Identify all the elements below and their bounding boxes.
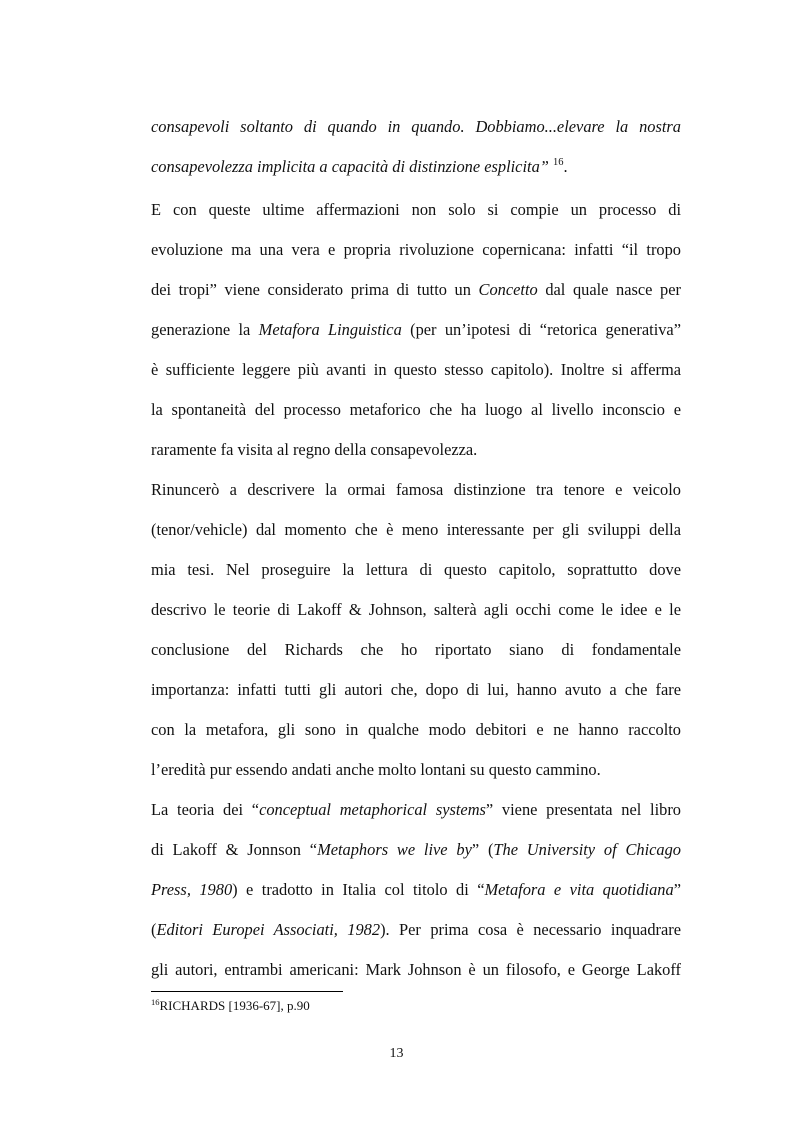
- page-number: 13: [389, 1046, 404, 1061]
- text-line: [151, 750, 681, 790]
- text-run: la spontaneità del processo metaforico che ha luogo al livello inconscio e: [151, 400, 681, 419]
- footnote-number: 16: [151, 997, 160, 1007]
- footnote-text: RICHARDS [1936-67], p.90: [159, 998, 310, 1013]
- text-run: ” (: [471, 840, 494, 859]
- text-run: (: [151, 920, 157, 939]
- text-line: [151, 710, 681, 750]
- text-line: [151, 390, 681, 430]
- text-run: Rinuncerò a descrivere la ormai famosa distinzione tra tenore e veicolo: [151, 480, 681, 499]
- italic-text: Concetto: [478, 280, 538, 299]
- italic-text: Metaphors we live by: [317, 840, 472, 859]
- text-line: [151, 870, 681, 910]
- footnote: [151, 997, 310, 1016]
- text-line: [151, 790, 681, 830]
- text-line: [151, 190, 681, 230]
- text-run: l’eredità pur essendo andati anche molto lontani su questo cammino.: [151, 760, 601, 779]
- text-run: E con queste ultime affermazioni non solo si compie un processo di: [151, 200, 681, 219]
- text-line: [151, 470, 681, 510]
- text-run: La teoria dei “: [151, 800, 260, 819]
- text-line: [151, 147, 681, 190]
- text-line: [151, 310, 681, 350]
- italic-text: Metafora Linguistica: [258, 320, 402, 339]
- italic-text: The University of Chicago: [493, 840, 681, 859]
- italic-text: Editori Europei Associati, 1982: [156, 920, 381, 939]
- text-line: [151, 107, 681, 147]
- text-run: dei tropi” viene considerato prima di tutto un: [151, 280, 479, 299]
- text-run: conclusione del Richards che ho riportato siano di fondamentale: [151, 640, 681, 659]
- text-run: descrivo le teorie di Lakoff & Johnson, salterà agli occhi come le idee e le: [151, 600, 681, 619]
- text-run: è sufficiente leggere più avanti in questo stesso capitolo). Inoltre si afferma: [151, 360, 681, 379]
- text-run: ” viene presentata nel libro: [485, 800, 681, 819]
- text-run: (tenor/vehicle) dal momento che è meno interessante per gli sviluppi della: [151, 520, 681, 539]
- text-run: mia tesi. Nel proseguire la lettura di questo capitolo, soprattutto dove: [151, 560, 681, 579]
- text-line: [151, 230, 681, 270]
- text-run: .: [563, 157, 568, 176]
- text-run: (per un’ipotesi di “retorica generativa”: [401, 320, 681, 339]
- italic-text: Metafora e vita quotidiana: [484, 880, 674, 899]
- text-run: ). Per prima cosa è necessario inquadrare: [380, 920, 681, 939]
- footnote-separator: [151, 991, 343, 992]
- text-run: generazione la: [151, 320, 259, 339]
- text-line: [151, 270, 681, 310]
- italic-text: consapevoli soltanto di quando in quando. Dobbiamo...elevare la nostra: [151, 117, 681, 136]
- text-line: [151, 670, 681, 710]
- text-line: [151, 950, 681, 990]
- text-run: raramente fa visita al regno della consapevolezza.: [151, 440, 478, 459]
- text-line: [151, 430, 681, 470]
- italic-text: consapevolezza implicita a capacità di distinzione esplicita”: [151, 157, 553, 176]
- text-run: importanza: infatti tutti gli autori che, dopo di lui, hanno avuto a che fare: [151, 680, 681, 699]
- text-line: [151, 630, 681, 670]
- text-run: gli autori, entrambi americani: Mark Johnson è un filosofo, e George Lakoff: [151, 960, 681, 979]
- italic-text: Press, 1980: [151, 880, 233, 899]
- text-line: [151, 590, 681, 630]
- text-line: [151, 550, 681, 590]
- footnote-reference: 16: [552, 157, 564, 168]
- text-line: [151, 510, 681, 550]
- text-run: di Lakoff & Jonnson “: [151, 840, 318, 859]
- italic-text: conceptual metaphorical systems: [259, 800, 486, 819]
- text-line: [151, 350, 681, 390]
- body-text: [151, 107, 681, 990]
- text-run: evoluzione ma una vera e propria rivoluzione copernicana: infatti “il tropo: [151, 240, 681, 259]
- text-run: ”: [673, 880, 681, 899]
- text-run: con la metafora, gli sono in qualche modo debitori e ne hanno raccolto: [151, 720, 681, 739]
- text-run: ) e tradotto in Italia col titolo di “: [232, 880, 485, 899]
- text-line: [151, 830, 681, 870]
- text-run: dal quale nasce per: [537, 280, 681, 299]
- text-line: [151, 910, 681, 950]
